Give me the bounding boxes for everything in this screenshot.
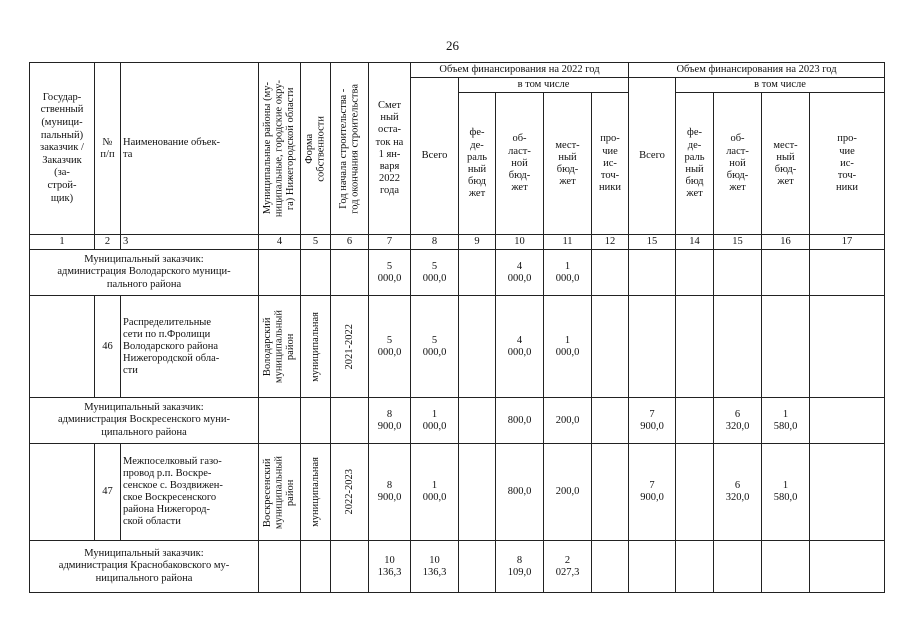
cell-remaining: 8 900,0 bbox=[369, 398, 411, 444]
cell-total-2023: 7 900,0 bbox=[629, 398, 676, 444]
header-customer: Государ- ственный (муници- пальный) заказчик / Заказчик (за- строй- щик) bbox=[30, 63, 95, 235]
col-number: 2 bbox=[95, 235, 121, 250]
cell-total-2023: 7 900,0 bbox=[629, 444, 676, 541]
cell-remaining: 10 136,3 bbox=[369, 541, 411, 593]
cell-total-2022: 10 136,3 bbox=[411, 541, 459, 593]
cell-regional-2022: 800,0 bbox=[496, 444, 544, 541]
col-number: 8 bbox=[411, 235, 459, 250]
cell-local-2022: 2 027,3 bbox=[544, 541, 592, 593]
cell-district: Володарский муниципальный район bbox=[259, 296, 301, 398]
table-row bbox=[30, 250, 885, 296]
cell-ownership: муниципальная bbox=[301, 296, 331, 398]
header-regional-2023: об- ласт- ной бюд- жет bbox=[714, 93, 762, 235]
col-number: 16 bbox=[762, 235, 810, 250]
cell-num: 46 bbox=[95, 296, 121, 398]
col-number: 4 bbox=[259, 235, 301, 250]
header-fin-2022: Объем финансирования на 2022 год bbox=[411, 63, 629, 78]
financing-table bbox=[29, 62, 885, 593]
cell-total-2022: 1 000,0 bbox=[411, 398, 459, 444]
cell-remaining: 5 000,0 bbox=[369, 250, 411, 296]
header-remaining: Смет ный оста- ток на 1 ян- варя 2022 года bbox=[369, 63, 411, 235]
col-number: 7 bbox=[369, 235, 411, 250]
header-incl-2022: в том числе bbox=[459, 78, 629, 93]
col-number: 6 bbox=[331, 235, 369, 250]
col-number: 12 bbox=[592, 235, 629, 250]
header-other-2022: про- чие ис- точ- ники bbox=[592, 93, 629, 235]
cell-regional-2022: 800,0 bbox=[496, 398, 544, 444]
cell-years: 2021-2022 bbox=[331, 296, 369, 398]
column-numbers-row bbox=[30, 235, 885, 250]
cell-years: 2022-2023 bbox=[331, 444, 369, 541]
col-number: 9 bbox=[459, 235, 496, 250]
header-total-2023: Всего bbox=[629, 78, 676, 235]
cell-remaining: 5 000,0 bbox=[369, 296, 411, 398]
header-ownership: Форма собственности bbox=[301, 63, 331, 235]
header-fin-2023: Объем финансирования на 2023 год bbox=[629, 63, 885, 78]
cell-regional-2023: 6 320,0 bbox=[714, 444, 762, 541]
header-district: Муниципальные районы (му- ниципальные, городские окру- га) Нижегородской области bbox=[259, 63, 301, 235]
col-number: 14 bbox=[676, 235, 714, 250]
table-row bbox=[30, 296, 885, 398]
header-regional-2022: об- ласт- ной бюд- жет bbox=[496, 93, 544, 235]
col-number: 10 bbox=[496, 235, 544, 250]
header-federal-2023: фе- де- раль ный бюд жет bbox=[676, 93, 714, 235]
col-number: 15 bbox=[714, 235, 762, 250]
col-number: 17 bbox=[810, 235, 885, 250]
header-local-2023: мест- ный бюд- жет bbox=[762, 93, 810, 235]
cell-total-2022: 5 000,0 bbox=[411, 250, 459, 296]
table-row bbox=[30, 444, 885, 541]
cell-total-2022: 1 000,0 bbox=[411, 444, 459, 541]
header-local-2022: мест- ный бюд- жет bbox=[544, 93, 592, 235]
cell-remaining: 8 900,0 bbox=[369, 444, 411, 541]
header-name: Наименование объек- та bbox=[121, 63, 259, 235]
cell-ownership: муниципальная bbox=[301, 444, 331, 541]
cell-object-name: Межпоселковый газо- провод р.п. Воскре- сенское с. Воздвижен- ское Воскресенского района Нижегород- ской области bbox=[121, 444, 259, 541]
cell-object-name: Распределительные сети по п.Фролищи Володарского района Нижегородской обла- сти bbox=[121, 296, 259, 398]
cell-local-2022: 1 000,0 bbox=[544, 296, 592, 398]
customer-group-label: Муниципальный заказчик: администрация Володарского муници- пального района bbox=[30, 250, 259, 296]
page-number: 26 bbox=[446, 38, 459, 53]
header-years: Год начала строительства - год окончания строительства bbox=[331, 63, 369, 235]
col-number: 15 bbox=[629, 235, 676, 250]
cell-local-2022: 200,0 bbox=[544, 398, 592, 444]
col-number: 3 bbox=[121, 235, 259, 250]
cell-district: Воскресенский муниципальный район bbox=[259, 444, 301, 541]
header-incl-2023: в том числе bbox=[676, 78, 885, 93]
cell-local-2022: 200,0 bbox=[544, 444, 592, 541]
cell-regional-2022: 4 000,0 bbox=[496, 250, 544, 296]
cell-regional-2022: 4 000,0 bbox=[496, 296, 544, 398]
customer-group-label: Муниципальный заказчик: администрация Краснобаковского му- ниципального района bbox=[30, 541, 259, 593]
cell-local-2023: 1 580,0 bbox=[762, 444, 810, 541]
col-number: 1 bbox=[30, 235, 95, 250]
table-row bbox=[30, 398, 885, 444]
cell-num: 47 bbox=[95, 444, 121, 541]
header-other-2023: про- чие ис- точ- ники bbox=[810, 93, 885, 235]
header-federal-2022: фе- де- раль ный бюд жет bbox=[459, 93, 496, 235]
cell-local-2023: 1 580,0 bbox=[762, 398, 810, 444]
col-number: 11 bbox=[544, 235, 592, 250]
header-num: № п/п bbox=[95, 63, 121, 235]
customer-group-label: Муниципальный заказчик: администрация Воскресенского муни- ципального района bbox=[30, 398, 259, 444]
table-row bbox=[30, 541, 885, 593]
cell-regional-2022: 8 109,0 bbox=[496, 541, 544, 593]
cell-total-2022: 5 000,0 bbox=[411, 296, 459, 398]
col-number: 5 bbox=[301, 235, 331, 250]
header-total-2022: Всего bbox=[411, 78, 459, 235]
cell-local-2022: 1 000,0 bbox=[544, 250, 592, 296]
cell-regional-2023: 6 320,0 bbox=[714, 398, 762, 444]
